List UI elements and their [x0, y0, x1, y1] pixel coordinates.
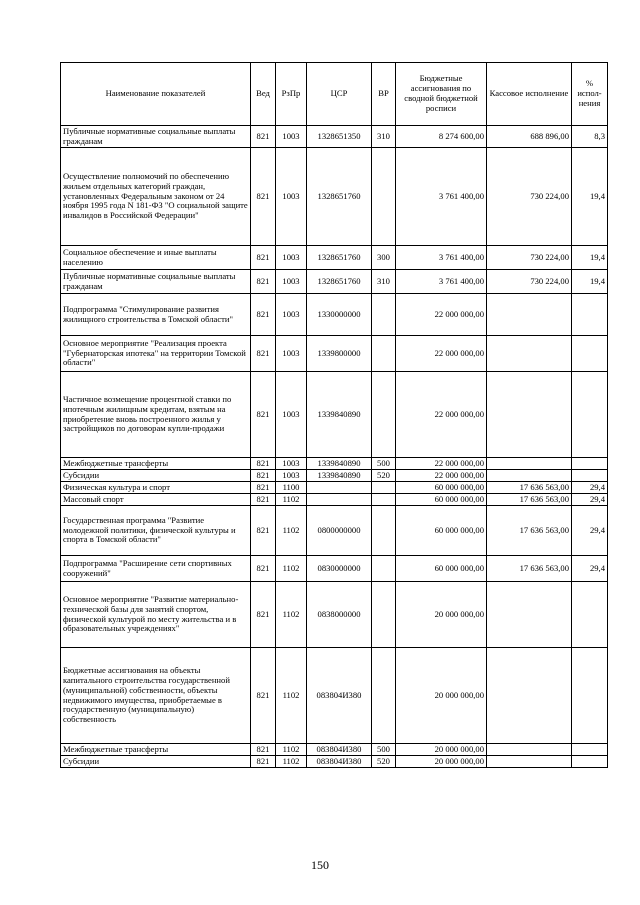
cell-pct: 19,4	[572, 246, 608, 270]
page-number: 150	[311, 858, 329, 872]
cell-pct: 19,4	[572, 148, 608, 246]
table-body	[61, 126, 608, 768]
cell-ved: 821	[251, 294, 276, 336]
cell-csr: 1328651350	[307, 126, 372, 148]
cell-csr: 1339800000	[307, 336, 372, 372]
cell-csr: 1328651760	[307, 148, 372, 246]
cell-kass: 730 224,00	[487, 148, 572, 246]
cell-rzpr: 1102	[276, 756, 307, 768]
cell-rzpr: 1100	[276, 482, 307, 494]
cell-pct: 29,4	[572, 482, 608, 494]
table-row	[61, 336, 608, 372]
cell-csr: 1328651760	[307, 270, 372, 294]
header-rzpr: РзПр	[276, 63, 307, 126]
cell-vr	[372, 582, 396, 648]
cell-csr: 0838000000	[307, 582, 372, 648]
cell-csr: 0830000000	[307, 556, 372, 582]
cell-rzpr: 1102	[276, 494, 307, 506]
cell-assign: 60 000 000,00	[396, 494, 487, 506]
cell-vr	[372, 148, 396, 246]
cell-name: Межбюджетные трансферты	[61, 458, 251, 470]
cell-name: Государственная программа "Развитие молодежной политики, физической культуры и спорта в Томской области"	[61, 506, 251, 556]
cell-name: Подпрограмма "Стимулирование развития жилищного строительства в Томской области"	[61, 294, 251, 336]
table-row	[61, 556, 608, 582]
cell-name: Подпрограмма "Расширение сети спортивных сооружений"	[61, 556, 251, 582]
cell-csr	[307, 482, 372, 494]
header-cash-execution: Кассовое исполнение	[487, 63, 572, 126]
cell-kass: 730 224,00	[487, 246, 572, 270]
table-row	[61, 506, 608, 556]
cell-vr: 310	[372, 126, 396, 148]
cell-pct	[572, 756, 608, 768]
cell-csr: 1330000000	[307, 294, 372, 336]
cell-ved: 821	[251, 556, 276, 582]
cell-rzpr: 1003	[276, 470, 307, 482]
cell-vr	[372, 372, 396, 458]
cell-ved: 821	[251, 458, 276, 470]
cell-pct	[572, 744, 608, 756]
cell-vr: 310	[372, 270, 396, 294]
cell-name: Публичные нормативные социальные выплаты гражданам	[61, 270, 251, 294]
cell-rzpr: 1003	[276, 148, 307, 246]
cell-assign: 8 274 600,00	[396, 126, 487, 148]
cell-assign: 20 000 000,00	[396, 648, 487, 744]
cell-kass: 17 636 563,00	[487, 482, 572, 494]
header-execution-percent: % испол-нения	[572, 63, 608, 126]
cell-assign: 20 000 000,00	[396, 756, 487, 768]
cell-ved: 821	[251, 336, 276, 372]
cell-vr: 500	[372, 744, 396, 756]
cell-assign: 22 000 000,00	[396, 294, 487, 336]
cell-name: Основное мероприятие "Развитие материально-технической базы для занятий спортом, физической культурой по месту жительства и в образовательных учреждениях"	[61, 582, 251, 648]
cell-rzpr: 1102	[276, 648, 307, 744]
table-row	[61, 246, 608, 270]
cell-ved: 821	[251, 506, 276, 556]
cell-rzpr: 1003	[276, 458, 307, 470]
table-row	[61, 148, 608, 246]
header-vr: ВР	[372, 63, 396, 126]
table-row	[61, 756, 608, 768]
cell-name: Публичные нормативные социальные выплаты гражданам	[61, 126, 251, 148]
cell-assign: 20 000 000,00	[396, 744, 487, 756]
cell-vr	[372, 506, 396, 556]
cell-vr: 520	[372, 470, 396, 482]
cell-csr: 083804И380	[307, 744, 372, 756]
cell-kass	[487, 648, 572, 744]
cell-ved: 821	[251, 482, 276, 494]
cell-vr	[372, 336, 396, 372]
cell-rzpr: 1102	[276, 744, 307, 756]
cell-pct: 8,3	[572, 126, 608, 148]
cell-assign: 22 000 000,00	[396, 458, 487, 470]
cell-csr: 083804И380	[307, 648, 372, 744]
cell-name: Массовый спорт	[61, 494, 251, 506]
cell-ved: 821	[251, 494, 276, 506]
cell-rzpr: 1003	[276, 294, 307, 336]
table-row	[61, 648, 608, 744]
header-csr: ЦСР	[307, 63, 372, 126]
cell-ved: 821	[251, 148, 276, 246]
cell-rzpr: 1003	[276, 246, 307, 270]
table-row	[61, 470, 608, 482]
table-row	[61, 458, 608, 470]
cell-kass: 688 896,00	[487, 126, 572, 148]
cell-assign: 60 000 000,00	[396, 506, 487, 556]
cell-name: Межбюджетные трансферты	[61, 744, 251, 756]
cell-assign: 22 000 000,00	[396, 372, 487, 458]
cell-name: Частичное возмещение процентной ставки по ипотечным жилищным кредитам, взятым на приобретение вновь построенного жилья у застройщиков по договорам купли-продажи	[61, 372, 251, 458]
cell-ved: 821	[251, 470, 276, 482]
cell-vr	[372, 482, 396, 494]
cell-ved: 821	[251, 648, 276, 744]
cell-name: Физическая культура и спорт	[61, 482, 251, 494]
cell-name: Субсидии	[61, 756, 251, 768]
cell-vr: 520	[372, 756, 396, 768]
cell-ved: 821	[251, 246, 276, 270]
cell-pct	[572, 336, 608, 372]
cell-rzpr: 1003	[276, 336, 307, 372]
cell-rzpr: 1003	[276, 126, 307, 148]
cell-csr: 083804И380	[307, 756, 372, 768]
cell-csr: 1339840890	[307, 458, 372, 470]
cell-rzpr: 1003	[276, 270, 307, 294]
table-row	[61, 494, 608, 506]
cell-pct	[572, 470, 608, 482]
cell-kass	[487, 582, 572, 648]
cell-csr: 1339840890	[307, 470, 372, 482]
cell-kass	[487, 372, 572, 458]
cell-name: Основное мероприятие "Реализация проекта "Губернаторская ипотека" на территории Томской области"	[61, 336, 251, 372]
cell-kass	[487, 744, 572, 756]
cell-rzpr: 1102	[276, 582, 307, 648]
cell-ved: 821	[251, 756, 276, 768]
cell-rzpr: 1102	[276, 556, 307, 582]
cell-assign: 22 000 000,00	[396, 470, 487, 482]
cell-pct: 19,4	[572, 270, 608, 294]
cell-kass	[487, 336, 572, 372]
cell-name: Социальное обеспечение и иные выплаты населению	[61, 246, 251, 270]
table-header-row	[61, 63, 608, 126]
table-row	[61, 582, 608, 648]
cell-csr: 1328651760	[307, 246, 372, 270]
cell-rzpr: 1102	[276, 506, 307, 556]
cell-vr: 500	[372, 458, 396, 470]
cell-kass	[487, 458, 572, 470]
cell-assign: 60 000 000,00	[396, 482, 487, 494]
cell-kass: 17 636 563,00	[487, 506, 572, 556]
cell-csr: 1339840890	[307, 372, 372, 458]
header-name: Наименование показателей	[61, 63, 251, 126]
cell-kass: 17 636 563,00	[487, 556, 572, 582]
budget-execution-table	[60, 62, 608, 768]
cell-ved: 821	[251, 744, 276, 756]
cell-assign: 60 000 000,00	[396, 556, 487, 582]
cell-name: Бюджетные ассигнования на объекты капитального строительства государственной (муниципальной) собственности, объекты недвижимого имущества, приобретаемые в государственную (муниципальную) собственность	[61, 648, 251, 744]
cell-ved: 821	[251, 372, 276, 458]
cell-vr	[372, 648, 396, 744]
table-row	[61, 744, 608, 756]
cell-kass: 17 636 563,00	[487, 494, 572, 506]
cell-vr: 300	[372, 246, 396, 270]
cell-kass: 730 224,00	[487, 270, 572, 294]
cell-pct	[572, 294, 608, 336]
cell-pct	[572, 648, 608, 744]
table-row	[61, 126, 608, 148]
cell-assign: 20 000 000,00	[396, 582, 487, 648]
cell-csr: 0800000000	[307, 506, 372, 556]
table-row	[61, 482, 608, 494]
cell-pct	[572, 582, 608, 648]
cell-vr	[372, 294, 396, 336]
cell-pct	[572, 458, 608, 470]
cell-kass	[487, 756, 572, 768]
cell-vr	[372, 556, 396, 582]
header-ved: Вед	[251, 63, 276, 126]
cell-pct: 29,4	[572, 556, 608, 582]
cell-csr	[307, 494, 372, 506]
cell-pct: 29,4	[572, 506, 608, 556]
table-row	[61, 372, 608, 458]
cell-pct: 29,4	[572, 494, 608, 506]
table-row	[61, 270, 608, 294]
table-row	[61, 294, 608, 336]
cell-ved: 821	[251, 270, 276, 294]
cell-kass	[487, 470, 572, 482]
cell-assign: 3 761 400,00	[396, 148, 487, 246]
cell-rzpr: 1003	[276, 372, 307, 458]
cell-vr	[372, 494, 396, 506]
cell-ved: 821	[251, 582, 276, 648]
cell-ved: 821	[251, 126, 276, 148]
cell-name: Субсидии	[61, 470, 251, 482]
cell-kass	[487, 294, 572, 336]
cell-assign: 3 761 400,00	[396, 246, 487, 270]
header-assignments: Бюджетные ассигнования по сводной бюджетной росписи	[396, 63, 487, 126]
cell-assign: 3 761 400,00	[396, 270, 487, 294]
cell-name: Осуществление полномочий по обеспечению жильем отдельных категорий граждан, установленных Федеральным законом от 24 ноября 1995 года N 181-ФЗ "О социальной защите инвалидов в Российской Федерации"	[61, 148, 251, 246]
cell-pct	[572, 372, 608, 458]
cell-assign: 22 000 000,00	[396, 336, 487, 372]
